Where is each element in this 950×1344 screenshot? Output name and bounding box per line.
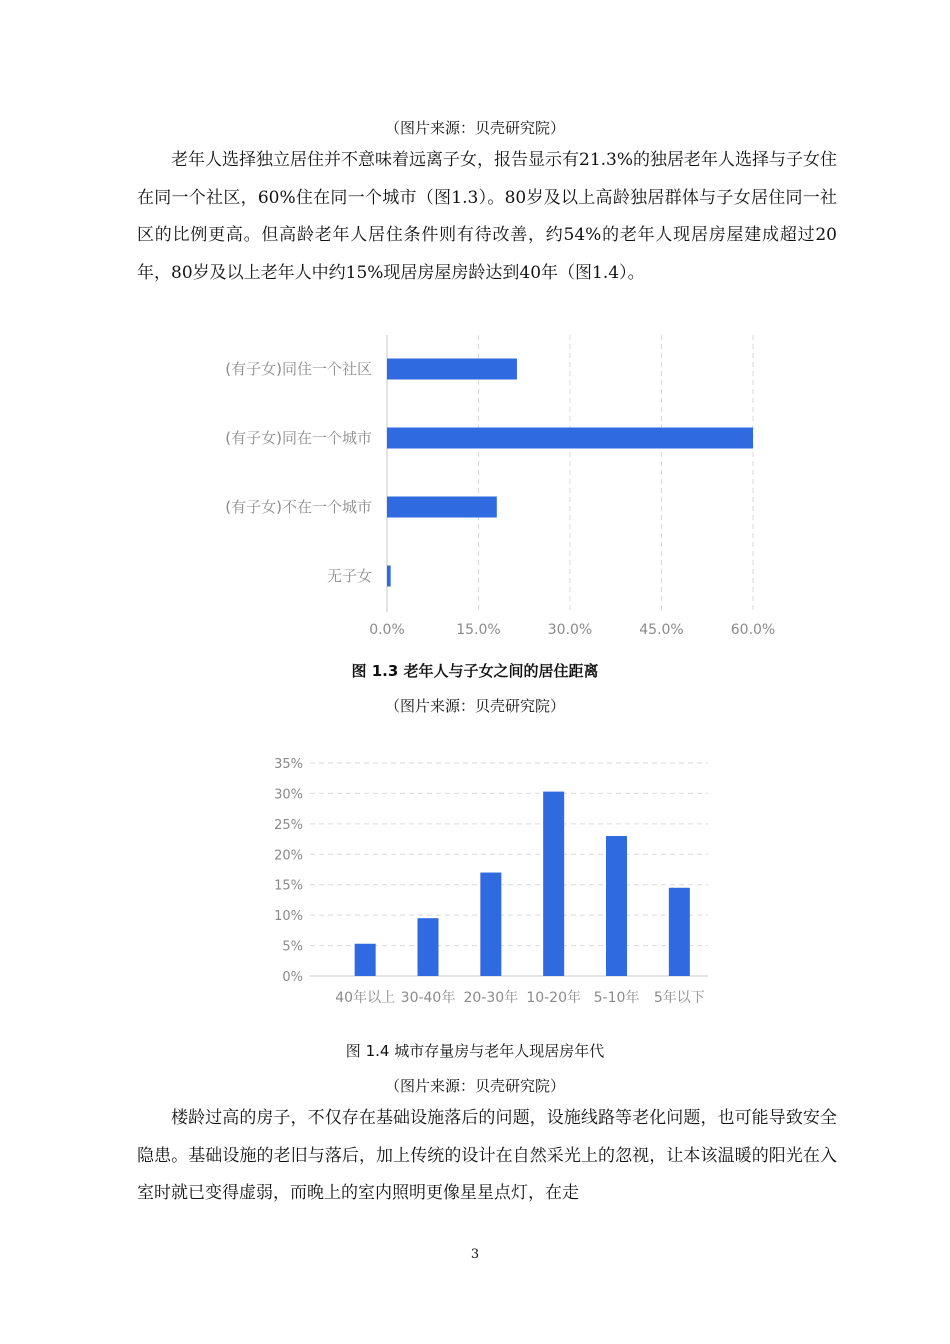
category-label: 20-30年: [463, 990, 519, 1006]
paragraph-1-text: 老年人选择独立居住并不意味着远离子女，报告显示有21.3%的独居老年人选择与子女住在同一个社区，60%住在同一个城市（图1.3）。80岁及以上高龄独居群体与子女居住同一社区的比例更高。但高龄老年人居住条件则有待改善，约54%的老年人现居房屋建成超过20年，80岁及以上老年人中约15%现居房屋房龄达到40年（图1.4）。: [137, 150, 838, 283]
figure-1-3-caption: 图 1.3 老年人与子女之间的居住距离: [351, 662, 599, 680]
y-tick-label: 10%: [274, 909, 303, 925]
source-caption-top: （图片来源：贝壳研究院）: [384, 119, 565, 137]
bar: [387, 428, 753, 449]
x-tick-label: 60.0%: [730, 622, 776, 638]
category-label: 无子女: [326, 567, 372, 585]
y-tick-label: 15%: [274, 878, 303, 894]
y-tick-label: 20%: [274, 848, 303, 864]
paragraph-2: [137, 1100, 837, 1213]
paragraph-1: [137, 142, 837, 292]
y-tick-label: 35%: [274, 757, 303, 772]
category-label: (有子女)同住一个社区: [225, 360, 372, 378]
x-tick-label: 15.0%: [456, 622, 501, 638]
bar: [480, 873, 501, 976]
chart-living-distance: [180, 330, 800, 645]
bar: [387, 566, 391, 587]
category-label: 10-20年: [526, 990, 582, 1006]
bar: [606, 836, 627, 976]
bar: [387, 497, 497, 518]
y-tick-label: 5%: [282, 939, 303, 955]
page-number: 3: [470, 1247, 480, 1262]
y-tick-label: 30%: [274, 787, 303, 803]
category-label: (有子女)同在一个城市: [225, 429, 372, 447]
category-label: (有子女)不在一个城市: [225, 498, 372, 516]
chart-housing-age: [260, 750, 730, 1015]
y-tick-label: 0%: [282, 970, 303, 985]
x-tick-label: 30.0%: [547, 622, 593, 638]
figure-1-4-caption: 图 1.4 城市存量房与老年人现居房年代: [345, 1042, 605, 1060]
category-label: 40年以上: [335, 990, 396, 1006]
figure-1-4-source: （图片来源：贝壳研究院）: [384, 1077, 565, 1095]
x-tick-label: 45.0%: [639, 622, 684, 638]
paragraph-2-text: 楼龄过高的房子，不仅存在基础设施落后的问题，设施线路等老化问题，也可能导致安全隐患。基础设施的老旧与落后，加上传统的设计在自然采光上的忽视，让本该温暖的阳光在入室时就已变得虚弱，而晚上的室内照明更像星星点灯，在走: [137, 1108, 837, 1203]
category-label: 5-10年: [593, 990, 640, 1006]
bar: [669, 888, 690, 976]
figure-1-3-source: （图片来源：贝壳研究院）: [384, 697, 565, 715]
bar: [543, 792, 564, 976]
x-tick-label: 0.0%: [369, 622, 405, 638]
bar: [355, 944, 376, 976]
y-tick-label: 25%: [274, 817, 303, 833]
category-label: 5年以下: [653, 990, 705, 1006]
category-label: 30-40年: [400, 990, 456, 1006]
bar: [418, 918, 439, 976]
bar: [387, 359, 517, 380]
